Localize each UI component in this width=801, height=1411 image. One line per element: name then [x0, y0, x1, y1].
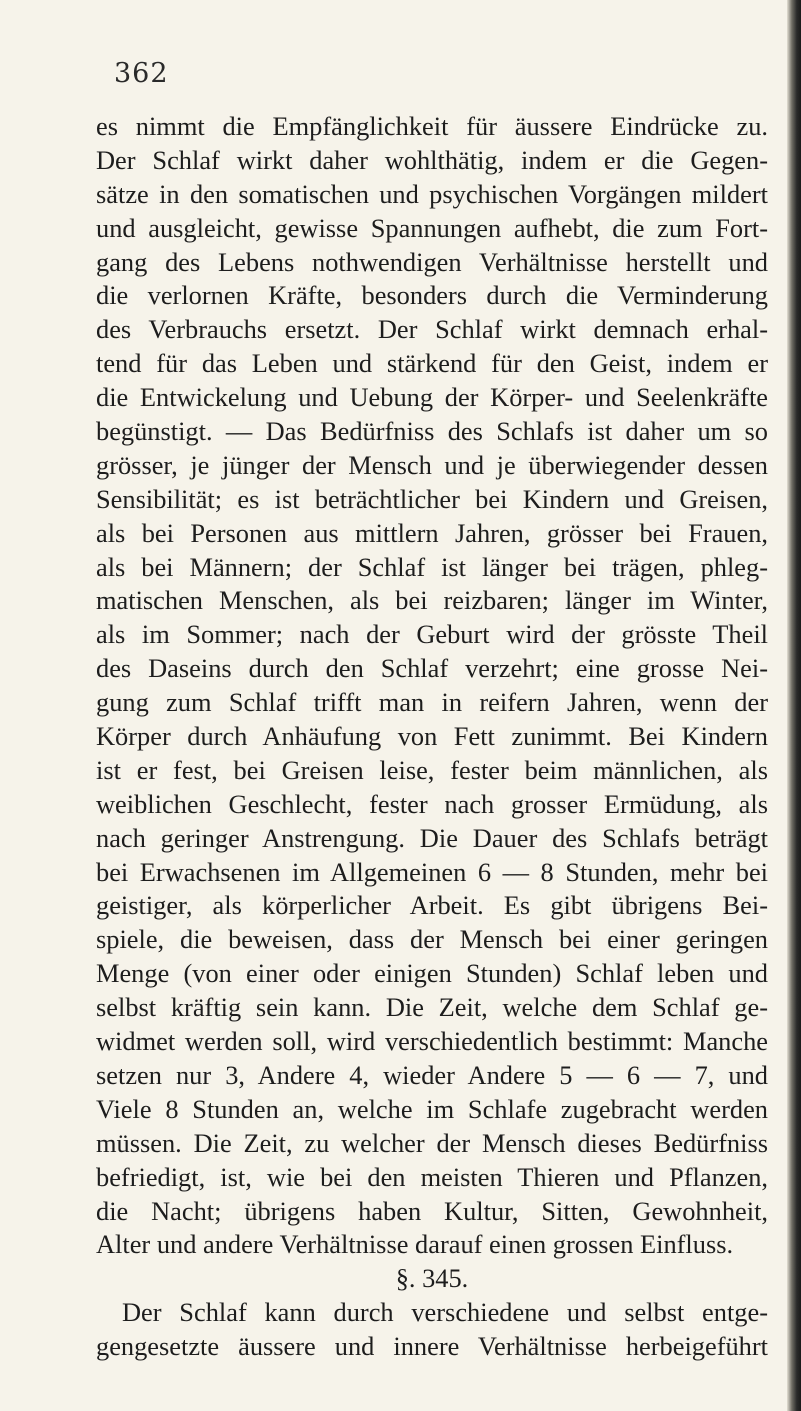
text-line: weiblichen Geschlecht, fester nach grosser Ermüdung, als	[96, 788, 768, 819]
text-line: setzen nur 3, Andere 4, wieder Andere 5 — 6 — 7, und	[96, 1059, 768, 1090]
text-line: als im Sommer; nach der Geburt wird der grösste Theil	[96, 619, 768, 650]
text-line: tend für das Leben und stärkend für den Geist, indem er	[96, 348, 768, 379]
paragraph-last-line: Alter und andere Verhältnisse darauf einen grossen Einfluss.	[96, 1229, 734, 1260]
text-line: selbst kräftig sein kann. Die Zeit, welche dem Schlaf ge-	[96, 992, 768, 1023]
text-line: als bei Männern; der Schlaf ist länger bei trägen, phleg-	[96, 551, 768, 582]
text-line: Viele 8 Stunden an, welche im Schlafe zugebracht werden	[96, 1093, 768, 1124]
text-line: widmet werden soll, wird verschiedentlich bestimmt: Manche	[96, 1026, 768, 1057]
book-spine-edge	[787, 0, 801, 1411]
text-line: die Nacht; übrigens haben Kultur, Sitten, Gewohnheit,	[96, 1195, 768, 1226]
text-line: matischen Menschen, als bei reizbaren; länger im Winter,	[96, 585, 768, 616]
page-number: 362	[114, 58, 169, 89]
body-text	[96, 110, 768, 1364]
text-line: grösser, je jünger der Mensch und je überwiegender dessen	[96, 449, 768, 480]
section-heading: §. 345.	[395, 1263, 469, 1294]
text-line: gengesetzte äussere und innere Verhältnisse herbeigeführt	[96, 1331, 768, 1362]
text-line: als bei Personen aus mittlern Jahren, grösser bei Frauen,	[96, 517, 768, 548]
text-line: müssen. Die Zeit, zu welcher der Mensch dieses Bedürfniss	[96, 1127, 768, 1158]
text-line: es nimmt die Empfänglichkeit für äussere Eindrücke zu.	[96, 111, 768, 141]
text-line: sätze in den somatischen und psychischen Vorgängen mildert	[96, 178, 768, 209]
text-line: des Verbrauchs ersetzt. Der Schlaf wirkt demnach erhal-	[96, 314, 768, 345]
text-line: begünstigt. — Das Bedürfniss des Schlafs ist daher um so	[96, 416, 768, 447]
text-line: ist er fest, bei Greisen leise, fester beim männlichen, als	[96, 754, 768, 785]
text-line: Körper durch Anhäufung von Fett zunimmt. Bei Kindern	[96, 721, 768, 752]
text-line: befriedigt, ist, wie bei den meisten Thieren und Pflanzen,	[96, 1161, 768, 1192]
text-line: Menge (von einer oder einigen Stunden) Schlaf leben und	[96, 958, 768, 989]
text-line: gang des Lebens nothwendigen Verhältnisse herstellt und	[96, 246, 768, 277]
text-line: geistiger, als körperlicher Arbeit. Es gibt übrigens Bei-	[96, 890, 768, 921]
text-line: nach geringer Anstrengung. Die Dauer des Schlafs beträgt	[96, 822, 768, 853]
text-line: bei Erwachsenen im Allgemeinen 6 — 8 Stunden, mehr bei	[96, 856, 768, 887]
text-line: die verlornen Kräfte, besonders durch die Verminderung	[96, 280, 768, 311]
text-line: des Daseins durch den Schlaf verzehrt; eine grosse Nei-	[96, 653, 768, 684]
text-line: spiele, die beweisen, dass der Mensch bei einer geringen	[96, 924, 768, 955]
text-line: Der Schlaf kann durch verschiedene und selbst entge-	[122, 1297, 768, 1328]
text-line: und ausgleicht, gewisse Spannungen aufhebt, die zum Fort-	[96, 212, 768, 243]
text-line: Der Schlaf wirkt daher wohlthätig, indem er die Gegen-	[96, 144, 768, 175]
text-line: Sensibilität; es ist beträchtlicher bei Kindern und Greisen,	[96, 483, 768, 514]
text-line: gung zum Schlaf trifft man in reifern Jahren, wenn der	[96, 687, 768, 718]
text-line: die Entwickelung und Uebung der Körper- und Seelenkräfte	[96, 382, 768, 413]
